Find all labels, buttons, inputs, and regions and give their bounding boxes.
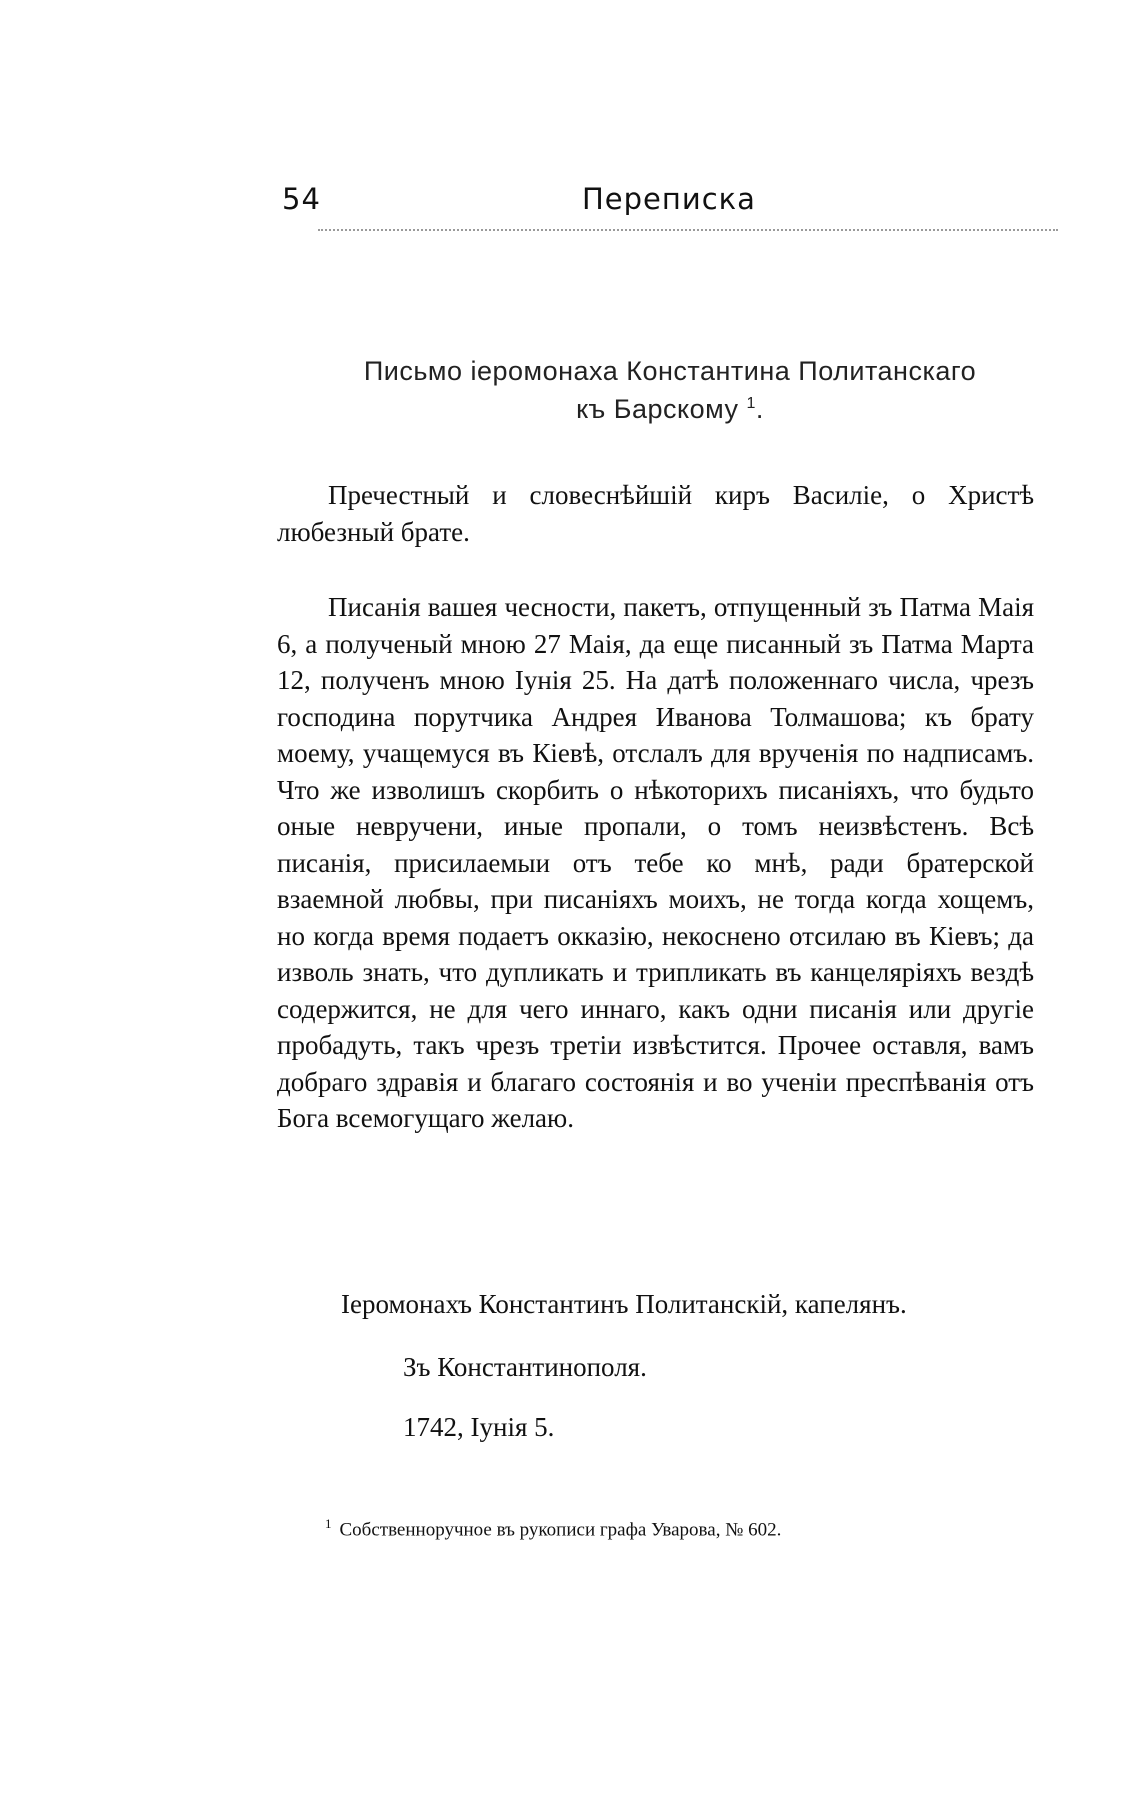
footnote-number: 1 <box>325 1516 332 1531</box>
page-number: 54 <box>282 182 321 216</box>
letter-title <box>260 352 1080 428</box>
running-head <box>282 182 1052 226</box>
signature: Іеромонахъ Константинъ Политанскій, капелянъ. <box>341 1289 907 1319</box>
footnote <box>325 1516 781 1541</box>
letter-body: Писанія вашея чесности, пакетъ, отпущенный зъ Патма Маія 6, а полученый мною 27 Маія, да еще писанный зъ Патма Марта 12, полученъ мною Іунія 25. На датѣ положеннаго числа, чрезъ господина порутчика Андрея Иванова Толмашова; къ брату моему, учащемуся въ Кіевѣ, отслалъ для врученія по надписамъ. Что же изволишъ скорбить о нѣкоторихъ писаніяхъ, что будьто оные невручени, иные пропали, о томъ неизвѣстенъ. Всѣ писанія, присилаемыи отъ тебе ко мнѣ, ради братерской взаемной любвы, при писаніяхъ моихъ, не тогда когда хощемъ, но когда время подаетъ окказію, некоснено отсилаю въ Кіевъ; да изволь знать, что дупликать и трипликать въ канцеляріяхъ вездѣ содержится, не для чего иннаго, какъ одни писанія или другіе пробадуть, такъ чрезъ третіи извѣстится. Прочее оставля, вамъ добраго здравія и благаго состоянія и во ученіи преспѣванія отъ Бога всемогущаго желаю. <box>277 592 1034 1133</box>
salutation: Пречестный и словеснѣйшій киръ Василіе, о Христѣ любезный брате. <box>277 480 1034 547</box>
footnote-reference: 1 <box>746 395 756 412</box>
letter-title-addressee: къ Барскому <box>576 394 739 424</box>
footnote-text: Собственноручное въ рукописи графа Уварова, № 602. <box>339 1519 782 1541</box>
date-line: 1742, Іунія 5. <box>403 1412 555 1442</box>
letter-title-line-1: Письмо іеромонаха Константина Политанскаго <box>363 356 977 386</box>
place-line: Зъ Константинополя. <box>403 1352 647 1382</box>
running-title: Переписка <box>582 182 756 216</box>
title-period: . <box>755 394 764 424</box>
header-divider <box>318 229 1058 231</box>
letter-title-line-2 <box>260 390 1080 428</box>
